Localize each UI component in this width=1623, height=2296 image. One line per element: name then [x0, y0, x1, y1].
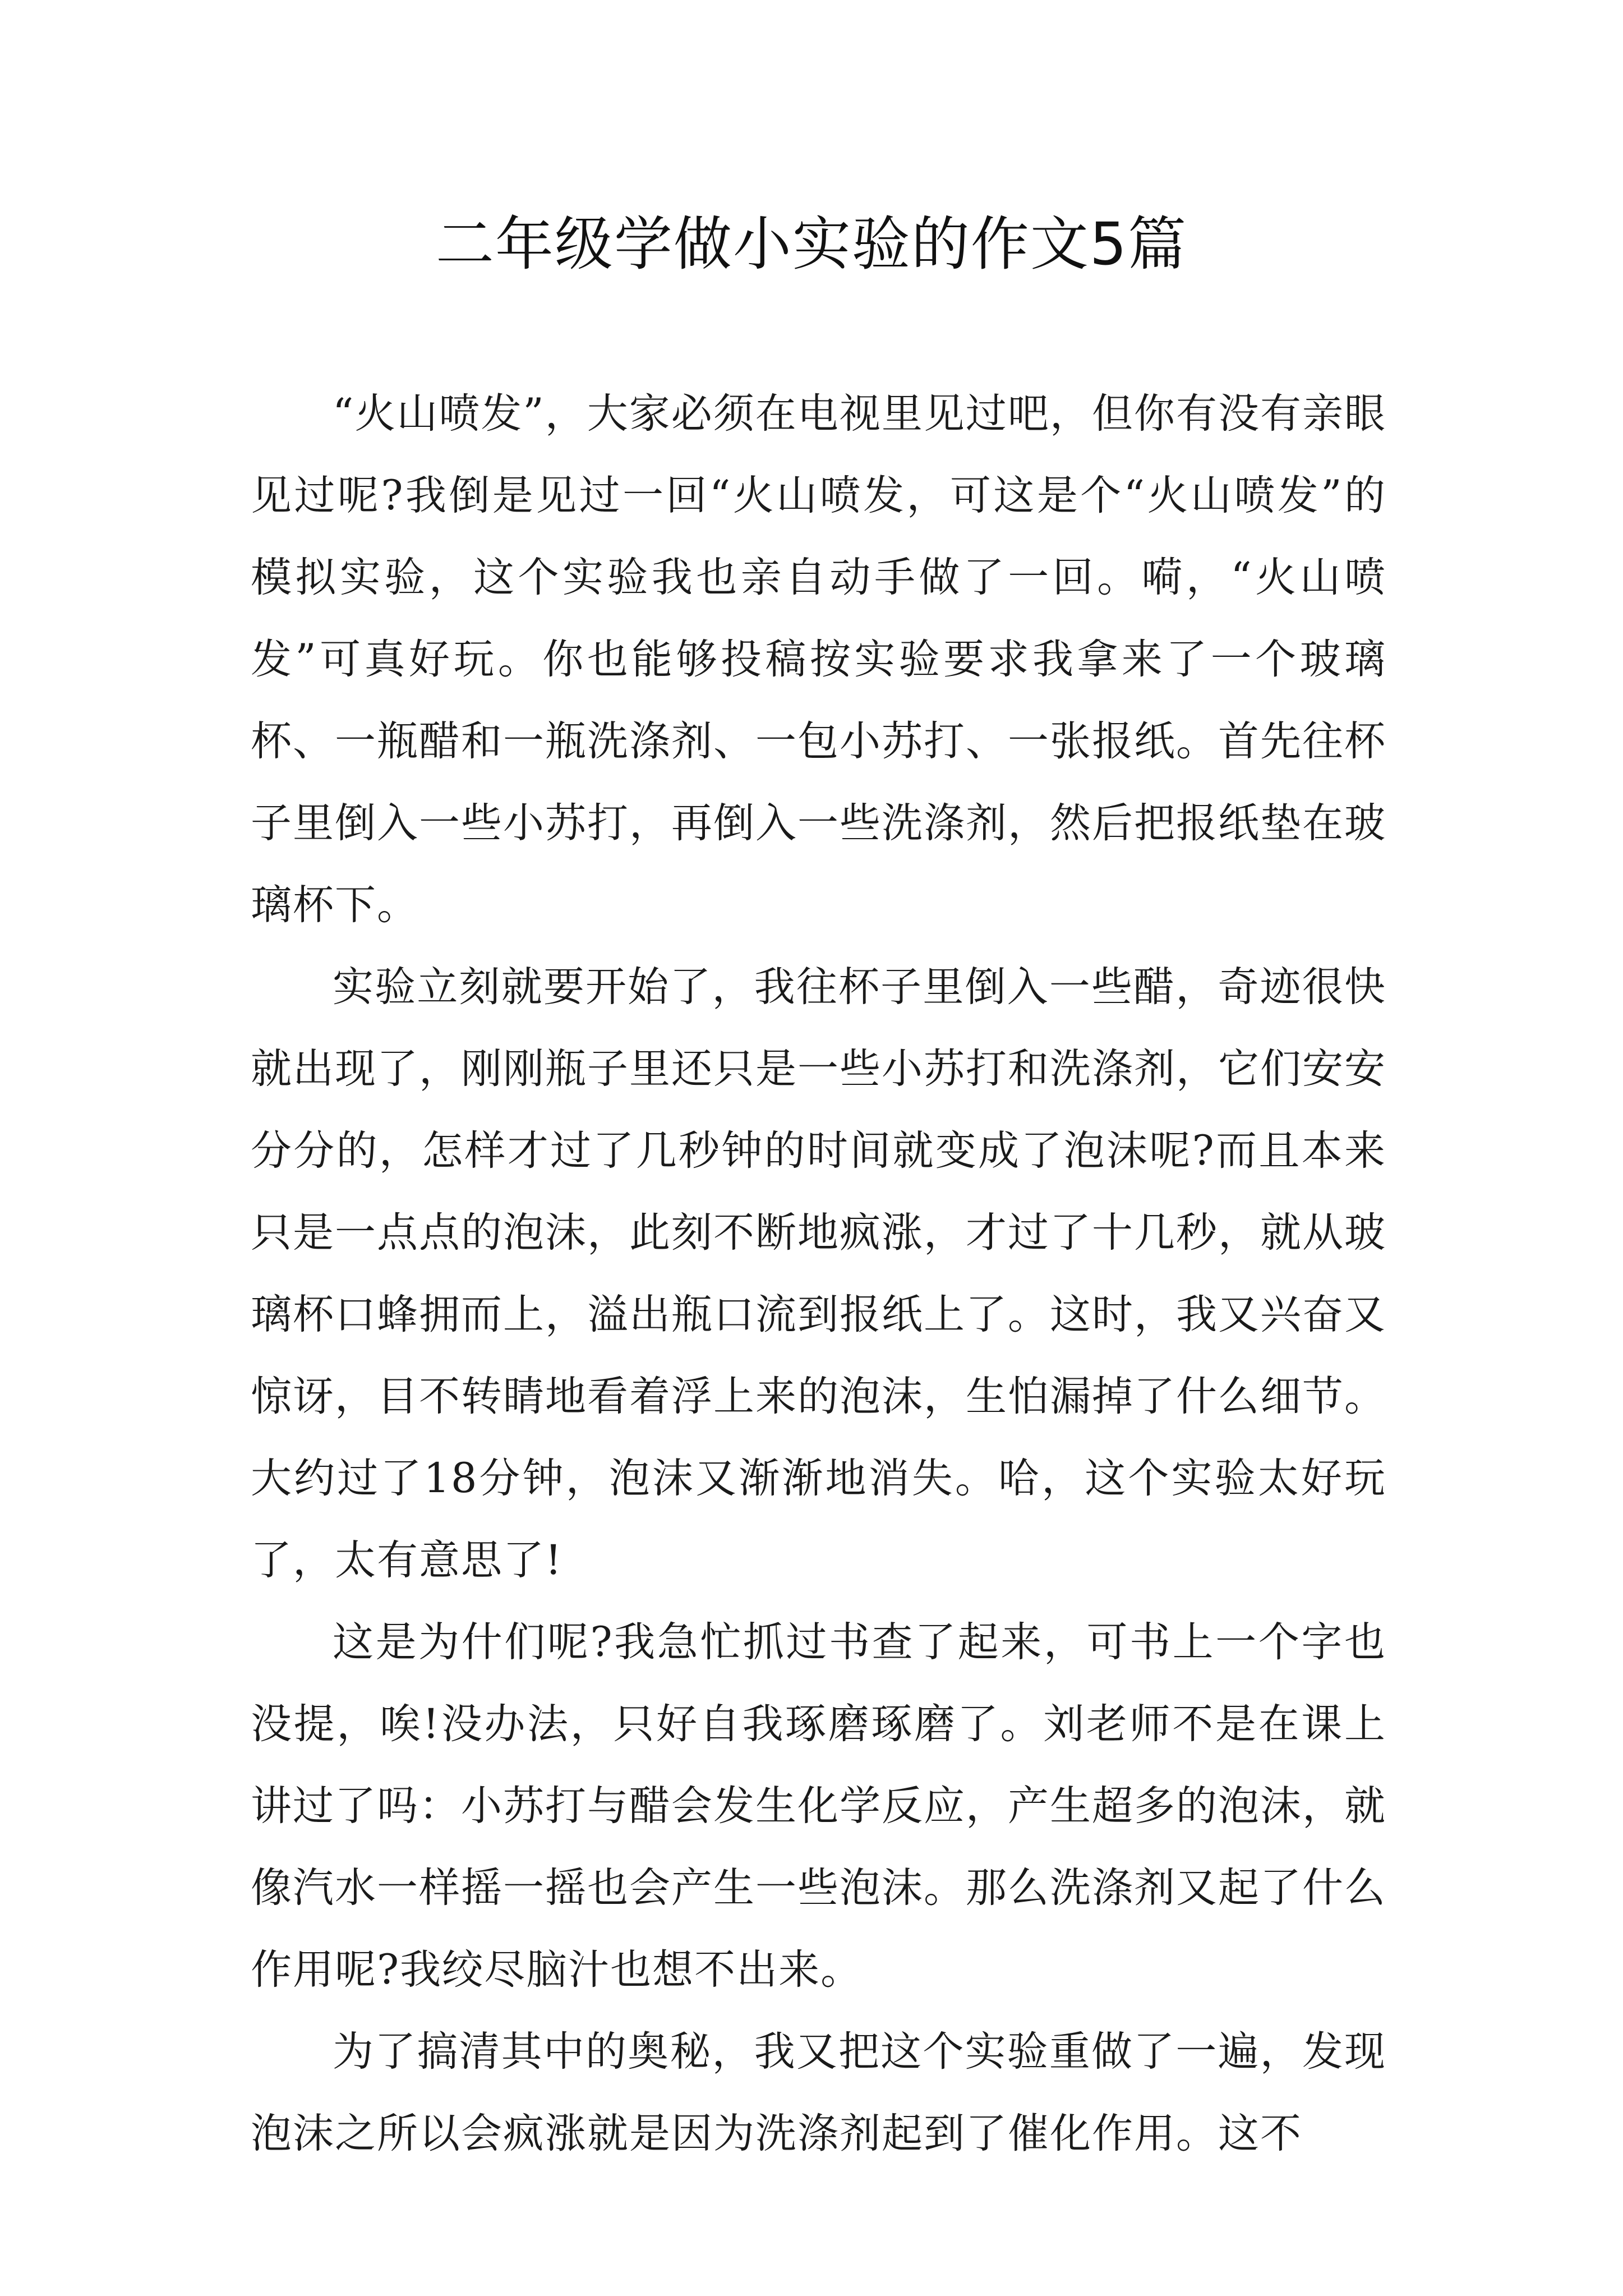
document-title: 二年级学做小实验的作文5篇: [435, 210, 1188, 278]
paragraph-2: 实验立刻就要开始了，我往杯子里倒入一些醋，奇迹很快就出现了，刚刚瓶子里还只是一些小苏打和洗涤剂，它们安安分分的，怎样才过了几秒钟的时间就变成了泡沫呢?而且本来只是一点点的泡沫，此刻不断地疯涨，才过了十几秒，就从玻璃杯口蜂拥而上，溢出瓶口流到报纸上了。这时，我又兴奋又惊讶，目不转睛地看着浮上来的泡沫，生怕漏掉了什么细节。大约过了18分钟，泡沫又渐渐地消失。哈，这个实验太好玩了，太有意思了!: [251, 963, 1386, 1584]
paragraph-3: 这是为什们呢?我急忙抓过书查了起来，可书上一个字也没提，唉!没办法，只好自我琢磨琢磨了。刘老师不是在课上讲过了吗：小苏打与醋会发生化学反应，产生超多的泡沫，就像汽水一样摇一摇也会产生一些泡沫。那么洗涤剂又起了什么作用呢?我绞尽脑汁也想不出来。: [251, 1618, 1386, 1994]
paragraph-4: 为了搞清其中的奥秘，我又把这个实验重做了一遍，发现泡沫之所以会疯涨就是因为洗涤剂起到了催化作用。这不: [251, 2028, 1386, 2157]
document-body: [251, 373, 1386, 2175]
paragraph-1: “火山喷发”，大家必须在电视里见过吧，但你有没有亲眼见过呢?我倒是见过一回“火山喷发，可这是个“火山喷发”的模拟实验，这个实验我也亲自动手做了一回。嗬，“火山喷发”可真好玩。你也能够投稿按实验要求我拿来了一个玻璃杯、一瓶醋和一瓶洗涤剂、一包小苏打、一张报纸。首先往杯子里倒入一些小苏打，再倒入一些洗涤剂，然后把报纸垫在玻璃杯下。: [251, 390, 1386, 929]
